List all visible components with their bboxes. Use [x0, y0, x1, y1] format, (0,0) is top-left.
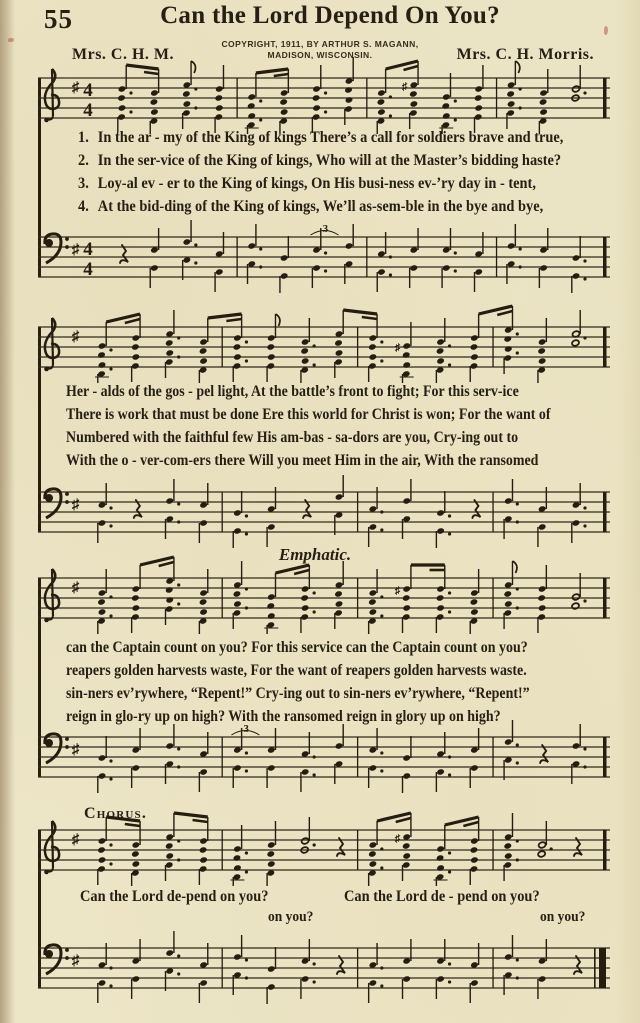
note-column [131, 821, 140, 886]
lyric-block [66, 380, 604, 472]
time-signature: 4 [83, 80, 93, 101]
chorus-line: Can the Lord de - pend on you? [344, 888, 540, 905]
triplet-figure: 3 [322, 223, 329, 235]
svg-text:♯: ♯ [401, 81, 408, 93]
note-column [436, 732, 451, 792]
note-column [470, 817, 479, 885]
note-column [439, 73, 457, 134]
note-column [507, 224, 522, 284]
note-column [504, 935, 519, 995]
note-column [474, 232, 483, 292]
note-column [300, 318, 315, 383]
note-column [537, 565, 546, 633]
note-column [267, 487, 276, 547]
verse-line [78, 126, 617, 149]
page-edge-shadow [0, 0, 14, 1023]
note-column [233, 314, 248, 382]
key-signature: ♯ [72, 580, 80, 596]
note-column [344, 57, 353, 125]
note-column [377, 232, 392, 292]
note-column [300, 565, 315, 633]
note-column [345, 224, 354, 284]
end-barline [603, 830, 607, 870]
key-signature: ♯ [72, 832, 80, 848]
note-column [504, 720, 519, 780]
end-barline [603, 78, 607, 118]
note-column [131, 565, 140, 633]
key-signature: ♯ [72, 497, 80, 513]
final-barline [594, 948, 596, 988]
note-column [267, 947, 276, 1004]
note-column [537, 318, 546, 383]
note-column [97, 569, 112, 634]
note-column [233, 561, 248, 629]
lyric-line: can the Captain count on you? For this service can the Captain count on you? [66, 639, 528, 656]
staff-system-4-bass [38, 934, 610, 1006]
note-column [369, 487, 384, 547]
end-barline [603, 492, 607, 532]
note-column [436, 565, 451, 633]
rest-icon [303, 500, 311, 518]
note-column [572, 724, 587, 784]
key-signature: ♯ [72, 953, 80, 969]
note-column [247, 224, 262, 284]
note-column [395, 322, 414, 383]
note-column [434, 825, 452, 886]
note-column [301, 732, 316, 792]
treble-clef-icon [44, 569, 59, 622]
note-column [300, 817, 315, 854]
note-column [312, 65, 327, 133]
note-column [402, 479, 411, 539]
verse-line [78, 149, 617, 172]
note-column [334, 310, 343, 378]
lyricist-credit: Mrs. C. H. M. [72, 46, 175, 63]
staff-system-3-bass [38, 723, 610, 795]
tempo-marking: Emphatic. [278, 545, 352, 564]
verse-text: Loy-al ev - er to the King of kings, On His busi-ness ev-’ry day in - tent, [97, 175, 536, 192]
bass-clef-icon [45, 945, 69, 974]
treble-clef-icon [44, 318, 59, 371]
note-column [369, 943, 384, 1003]
note-column [233, 935, 248, 995]
ink-mark [604, 26, 608, 35]
note-column [539, 69, 548, 134]
note-column [165, 557, 180, 625]
time-signature: 4 [83, 259, 93, 280]
treble-clef-icon [44, 69, 59, 122]
chorus-echo: on you? [268, 909, 314, 925]
verse-number: 4. [78, 198, 89, 215]
note-column [165, 813, 180, 881]
staff-system-1-bass [38, 223, 610, 295]
note-column [165, 310, 180, 378]
note-column [280, 236, 289, 293]
rest-icon [120, 245, 128, 263]
hymn-title: Can the Lord Depend On You? [160, 2, 500, 29]
note-column [537, 821, 552, 858]
beam [174, 813, 208, 817]
lyric-line: reign in glo-ry up on high? With the ransomed reign in glory up on high? [66, 708, 501, 725]
verse-number: 1. [78, 129, 89, 146]
note-column [230, 825, 248, 886]
note-column [199, 817, 208, 885]
note-column [233, 491, 248, 548]
staff-system-3-treble [38, 564, 610, 636]
note-column [571, 65, 586, 102]
rest-icon [540, 745, 548, 763]
note-column [395, 813, 411, 881]
note-column [97, 817, 112, 885]
beam [256, 69, 288, 73]
note-column [402, 61, 418, 129]
note-column [150, 69, 159, 134]
note-column [245, 73, 263, 134]
chorus-line: Can the Lord de-pend on you? [80, 888, 269, 905]
note-column [95, 322, 113, 383]
note-column [264, 573, 278, 634]
composer-credit: Mrs. C. H. Morris. [456, 46, 594, 63]
svg-text:♯: ♯ [394, 342, 401, 354]
note-column [504, 813, 519, 881]
lyric-line: sin-ners ev’rywhere, “Repent!” Cry-ing out to sin-ners ev’rywhere, “Repent!” [66, 685, 530, 702]
page-number: 55 [44, 4, 73, 34]
rest-icon [574, 956, 582, 974]
note-column [335, 724, 344, 784]
lyric-line: With the o - ver-com-ers there Will you meet Him in the air, With the ransomed [66, 452, 539, 469]
svg-text:♯: ♯ [394, 585, 401, 597]
note-column [199, 943, 208, 1003]
note-column [267, 821, 276, 886]
note-column [436, 491, 451, 548]
verse-block [78, 126, 617, 218]
key-signature: ♯ [72, 329, 80, 345]
verse-line [78, 172, 617, 195]
note-column [215, 65, 224, 133]
time-signature: 4 [83, 239, 93, 260]
note-column [117, 65, 132, 133]
note-column [368, 314, 383, 382]
staff-system-2-treble [38, 313, 610, 385]
key-signature: ♯ [72, 742, 80, 758]
note-column [377, 69, 392, 134]
key-signature: ♯ [72, 80, 80, 96]
bass-clef-icon [45, 234, 69, 263]
note-column [504, 479, 519, 539]
verse-number: 2. [78, 152, 89, 169]
note-column [267, 314, 280, 382]
rest-icon [134, 500, 142, 518]
end-barline [603, 737, 607, 777]
note-column [474, 65, 483, 133]
beam [208, 314, 242, 318]
note-column [572, 236, 587, 293]
rest-icon [472, 500, 480, 518]
note-column [368, 569, 383, 634]
note-column [334, 561, 343, 629]
note-column [571, 310, 586, 347]
triplet-figure: 3 [243, 723, 249, 735]
verse-number: 3. [78, 175, 89, 192]
note-column [470, 569, 479, 634]
note-column [470, 943, 479, 1003]
time-signature: 4 [83, 100, 93, 121]
note-column [165, 931, 180, 991]
rest-icon [337, 956, 345, 974]
end-barline [603, 327, 607, 367]
note-column [504, 561, 519, 629]
note-column [183, 220, 198, 280]
note-column [395, 565, 411, 633]
end-barline [603, 237, 607, 277]
note-column [279, 69, 288, 134]
lyric-line: There is work that must be done Ere this world for Christ is won; For the want of [66, 406, 551, 423]
staff-system-4-treble [38, 816, 610, 888]
lyric-line: Her - alds of the gos - pel light, At the battle’s front to fight; For this serv-ice [66, 383, 519, 400]
note-column [199, 569, 208, 634]
note-column [368, 821, 383, 886]
note-column [182, 61, 197, 129]
note-column [470, 314, 479, 382]
lyric-line: reapers golden harvests waste, For the want of reapers golden harvests waste. [66, 662, 527, 679]
note-column [215, 232, 224, 292]
copyright-line-2: MADISON, WISCONSIN. [267, 50, 373, 60]
verse-text: In the ser-vice of the King of kings, Who will at the Master’s bidding haste? [97, 152, 562, 169]
verse-text: In the ar - my of the King of kings There’s a call for soldiers brave and true, [97, 129, 564, 146]
note-column [131, 314, 140, 382]
treble-clef-icon [44, 821, 59, 874]
note-column [165, 479, 180, 539]
beam [343, 310, 377, 314]
bass-clef-icon [45, 734, 69, 763]
rest-icon [337, 838, 345, 856]
chorus-label: Chorus. [84, 805, 148, 822]
verse-text: At the bid-ding of the King of kings, We’ll as-sem-ble in the bye and bye, [97, 198, 544, 215]
key-signature: ♯ [72, 242, 80, 258]
note-column [98, 943, 113, 1003]
rest-icon [574, 838, 582, 856]
note-column [538, 487, 547, 547]
note-column [504, 306, 519, 374]
note-column [402, 736, 411, 793]
note-column [165, 724, 180, 784]
chorus-echo: on you? [540, 909, 586, 925]
end-barline [603, 578, 607, 618]
lyric-line: Numbered with the faithful few His am-bas - sa-dors are you, Cry-ing out to [66, 429, 519, 446]
verse-line [78, 195, 617, 218]
lyric-block [66, 636, 581, 728]
note-column [98, 736, 113, 793]
note-column [506, 61, 521, 129]
staff-system-2-bass [38, 478, 610, 550]
note-column [335, 475, 344, 535]
note-column [199, 318, 208, 383]
bass-clef-icon [45, 489, 69, 518]
note-column [199, 732, 208, 792]
copyright-line-1: COPYRIGHT, 1911, BY ARTHUR S. MAGANN, [221, 39, 419, 49]
note-column [436, 318, 451, 383]
beam [126, 65, 158, 69]
svg-text:♯: ♯ [394, 833, 401, 845]
